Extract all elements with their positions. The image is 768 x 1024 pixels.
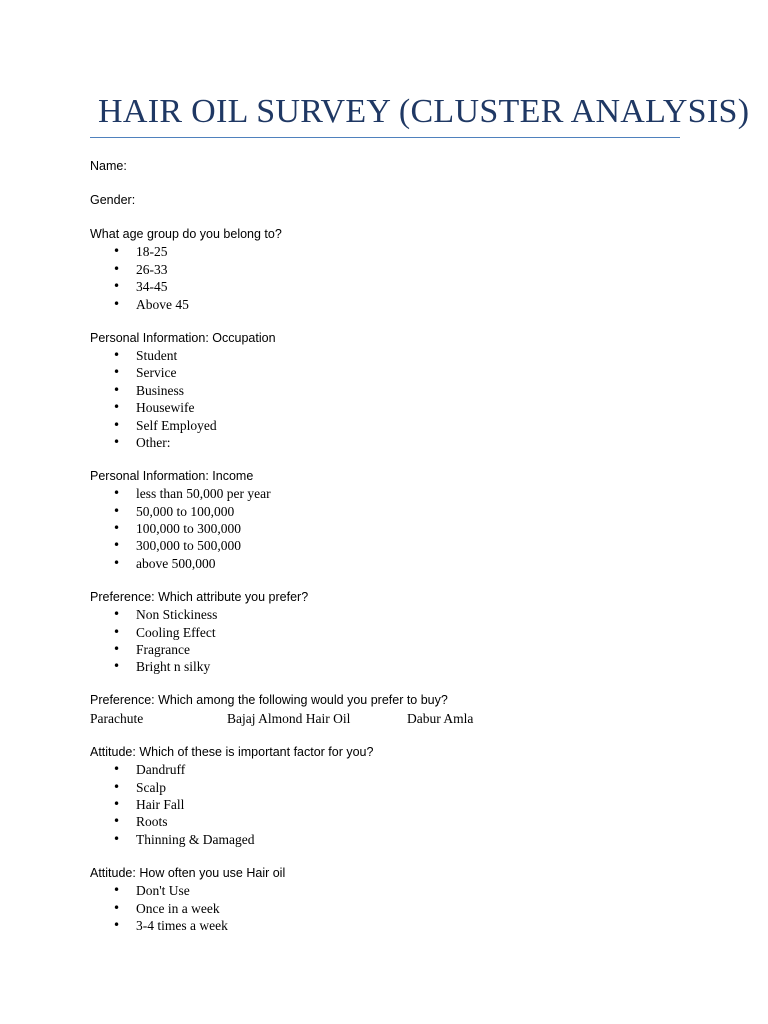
option-label: Business: [136, 382, 185, 398]
option-label: Once in a week: [136, 900, 220, 916]
page-title: HAIR OIL SURVEY (CLUSTER ANALYSIS): [98, 93, 750, 130]
bullet-icon: •: [113, 503, 121, 518]
title-divider: [90, 137, 680, 138]
option-item: [90, 624, 690, 641]
bullet-icon: •: [113, 365, 121, 380]
bullet-icon: •: [113, 917, 121, 932]
option-item: [90, 399, 690, 416]
option-item: [90, 813, 690, 830]
bullet-icon: •: [113, 382, 121, 397]
gender-label: Gender:: [90, 193, 136, 207]
option-label: above 500,000: [136, 555, 216, 571]
option-label: Cooling Effect: [136, 624, 216, 640]
option-item: [90, 278, 690, 295]
bullet-icon: •: [113, 659, 121, 674]
name-label: Name:: [90, 159, 127, 173]
option-item: [90, 555, 690, 572]
option-label: Scalp: [136, 779, 166, 795]
factor-question: Attitude: Which of these is important factor for you?: [90, 744, 374, 759]
option-item: [90, 658, 690, 675]
option-label: 3-4 times a week: [136, 917, 228, 933]
option-label: Student: [136, 347, 178, 363]
option-label: 50,000 to 100,000: [136, 503, 235, 519]
bullet-icon: •: [113, 642, 121, 657]
option-label: Other:: [136, 434, 171, 450]
option-label: Roots: [136, 814, 168, 830]
brand-option-parachute: Parachute: [90, 710, 144, 726]
option-item: [90, 796, 690, 813]
option-label: less than 50,000 per year: [136, 486, 271, 502]
bullet-icon: •: [113, 521, 121, 536]
option-label: 34-45: [136, 279, 168, 295]
option-label: Non Stickiness: [136, 607, 218, 623]
attribute-options: [90, 606, 690, 676]
option-label: 100,000 to 300,000: [136, 521, 242, 537]
option-label: Dandruff: [136, 762, 186, 778]
option-label: Above 45: [136, 296, 189, 312]
bullet-icon: •: [113, 624, 121, 639]
option-label: 18-25: [136, 244, 168, 260]
option-item: [90, 382, 690, 399]
option-item: [90, 520, 690, 537]
option-label: Bright n silky: [136, 659, 211, 675]
bullet-icon: •: [113, 797, 121, 811]
option-item: [90, 347, 690, 364]
option-item: [90, 779, 690, 796]
option-label: Thinning & Damaged: [136, 831, 255, 847]
bullet-icon: •: [113, 347, 121, 362]
option-item: [90, 917, 690, 934]
bullet-icon: •: [113, 831, 121, 846]
bullet-icon: •: [113, 279, 121, 294]
option-label: Service: [136, 365, 177, 381]
option-item: [90, 882, 690, 899]
option-label: Self Employed: [136, 417, 217, 433]
brand-question: Preference: Which among the following would you prefer to buy?: [90, 693, 448, 708]
age-question: What age group do you belong to?: [90, 227, 282, 241]
option-item: [90, 485, 690, 502]
bullet-icon: •: [113, 244, 121, 259]
bullet-icon: •: [113, 434, 121, 449]
bullet-icon: •: [113, 417, 121, 432]
factor-options: [90, 761, 690, 848]
option-label: Don't Use: [136, 883, 190, 899]
bullet-icon: •: [113, 296, 121, 311]
bullet-icon: •: [113, 762, 121, 777]
option-item: [90, 364, 690, 381]
option-item: [90, 434, 690, 451]
bullet-icon: •: [113, 814, 121, 829]
brand-option-bajaj: Bajaj Almond Hair Oil: [227, 710, 351, 726]
option-item: [90, 503, 690, 520]
bullet-icon: •: [113, 555, 121, 570]
option-label: Hair Fall: [136, 797, 185, 812]
option-label: 26-33: [136, 261, 168, 277]
option-label: 300,000 to 500,000: [136, 538, 242, 554]
bullet-icon: •: [113, 261, 121, 276]
option-label: Fragrance: [136, 642, 190, 658]
option-item: [90, 537, 690, 554]
option-item: [90, 296, 690, 313]
option-item: [90, 831, 690, 848]
income-question: Personal Information: Income: [90, 468, 254, 483]
survey-content: [90, 158, 690, 934]
frequency-question: Attitude: How often you use Hair oil: [90, 865, 286, 880]
bullet-icon: •: [113, 486, 121, 501]
brand-options: [90, 710, 690, 727]
bullet-icon: •: [113, 779, 121, 794]
occupation-question: Personal Information: Occupation: [90, 330, 276, 345]
occupation-options: [90, 347, 690, 451]
frequency-options: [90, 882, 690, 934]
age-options: [90, 243, 690, 313]
bullet-icon: •: [113, 607, 121, 622]
bullet-icon: •: [113, 400, 121, 415]
option-item: [90, 261, 690, 278]
option-item: [90, 606, 690, 623]
option-label: Housewife: [136, 400, 195, 416]
option-item: [90, 761, 690, 778]
income-options: [90, 485, 690, 572]
brand-option-dabur: Dabur Amla: [407, 710, 474, 726]
attribute-question: Preference: Which attribute you prefer?: [90, 589, 309, 604]
option-item: [90, 243, 690, 260]
bullet-icon: •: [113, 538, 121, 553]
option-item: [90, 900, 690, 917]
option-item: [90, 641, 690, 658]
option-item: [90, 417, 690, 434]
bullet-icon: •: [113, 900, 121, 915]
bullet-icon: •: [113, 883, 121, 898]
